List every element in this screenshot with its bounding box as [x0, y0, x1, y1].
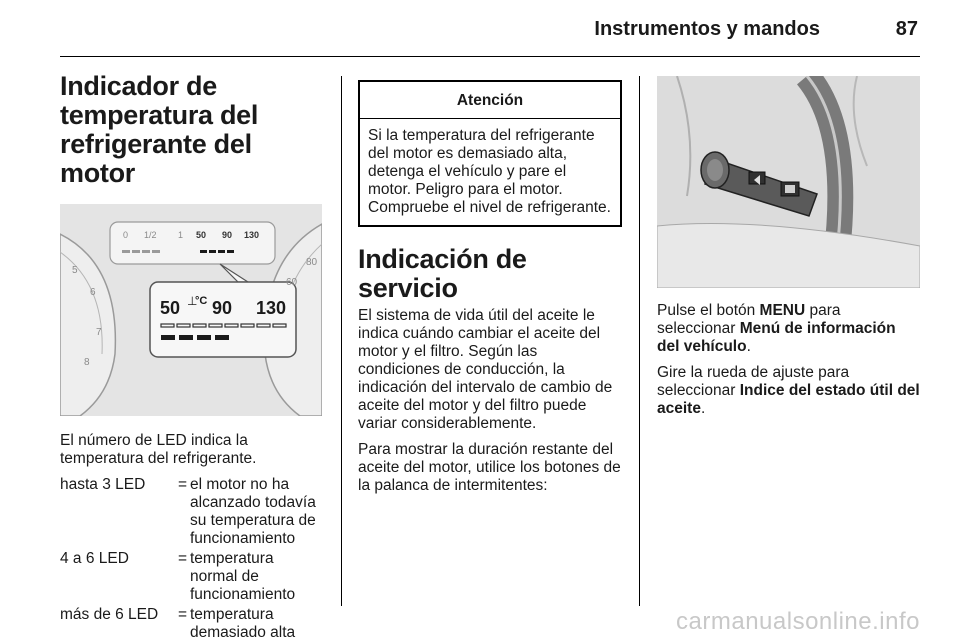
- led-row-value: temperatura demasiado alta: [190, 606, 296, 641]
- dial-left-7: 7: [96, 327, 102, 338]
- section-heading-service: Indicación de servicio: [358, 244, 527, 303]
- fuel-scale-1: 1: [178, 230, 184, 240]
- vehicle-info-menu-label: Menú de información del vehículo: [657, 320, 896, 355]
- wheel-instruction: [657, 364, 920, 418]
- menu-button-label: MENU: [759, 302, 806, 319]
- zoom-scale-50: 50: [160, 298, 181, 318]
- led-row-sep: =: [178, 550, 188, 567]
- stalk-figure: [657, 76, 920, 288]
- dial-right-80: 80: [306, 257, 318, 268]
- led-row-key: hasta 3 LED: [60, 476, 146, 493]
- wheel-instruction-pre: Gire la rueda de ajuste para seleccionar: [657, 364, 850, 399]
- header-rule: [60, 56, 920, 57]
- dial-left-8: 8: [84, 357, 90, 368]
- led-row-sep: =: [178, 606, 188, 623]
- oil-life-index-label: Indice del estado útil del aceite: [657, 382, 920, 417]
- led-row-value: temperatura normal de funcionamiento: [190, 550, 296, 603]
- dial-left-6: 6: [90, 287, 96, 298]
- section-heading-coolant: Indicador de temperatura del refrigerante del motor: [60, 71, 259, 188]
- left-column: [60, 72, 322, 644]
- menu-instruction-pre: Pulse el botón: [657, 302, 760, 319]
- dial-left-5: 5: [72, 265, 78, 276]
- column-divider-2: [639, 76, 640, 606]
- temp-scale-50: 50: [196, 230, 207, 240]
- dial-right-60: 60: [286, 277, 298, 288]
- attention-title: Atención: [360, 82, 620, 119]
- led-table-row: [60, 476, 322, 548]
- fuel-scale-half: 1/2: [144, 230, 157, 240]
- watermark: carmanualsonline.info: [676, 608, 920, 635]
- zoom-unit: °C: [195, 295, 208, 307]
- menu-instruction: [657, 302, 920, 356]
- led-row-sep: =: [178, 476, 188, 493]
- running-header-title: Instrumentos y mandos: [594, 18, 820, 40]
- service-paragraph-1: El sistema de vida útil del aceite le indica cuándo cambiar el aceite del motor y el filtro. Según las condiciones de conducción, la indicación del intervalo de cambio de aceite del motor y del filtro puede variar considerablemente.: [358, 307, 613, 432]
- zoom-scale-90: 90: [212, 298, 233, 318]
- led-intro: El número de LED indica la temperatura del refrigerante.: [60, 432, 257, 467]
- fuel-scale-0: 0: [123, 230, 129, 240]
- wheel-instruction-post: .: [700, 400, 706, 417]
- column-divider-1: [341, 76, 342, 606]
- coolant-thermometer-icon: ⊥: [187, 294, 198, 308]
- menu-instruction-mid: para seleccionar: [657, 302, 841, 337]
- page-number: 87: [895, 18, 918, 40]
- menu-instruction-post: .: [746, 338, 751, 355]
- temp-scale-90: 90: [222, 230, 233, 240]
- attention-text: Si la temperatura del refrigerante del motor es demasiado alta, detenga el vehículo y pare el motor. Peligro para el motor. Compruebe el nivel de refrigerante.: [368, 127, 611, 216]
- led-table-row: [60, 606, 322, 642]
- led-table: [60, 476, 322, 642]
- service-paragraph-2: Para mostrar la duración restante del aceite del motor, utilice los botones de la palanca de intermitentes:: [358, 441, 621, 494]
- attention-box: [358, 80, 622, 227]
- zoom-scale-130: 130: [256, 298, 287, 318]
- led-row-key: 4 a 6 LED: [60, 550, 129, 567]
- led-row-value: el motor no ha alcanzado todavía su temperatura de funcionamiento: [190, 476, 316, 547]
- cluster-figure: [60, 204, 322, 416]
- middle-column: [358, 76, 622, 503]
- right-column: [657, 76, 920, 426]
- temp-scale-130: 130: [244, 230, 260, 240]
- led-row-key: más de 6 LED: [60, 606, 159, 623]
- led-table-row: [60, 550, 322, 604]
